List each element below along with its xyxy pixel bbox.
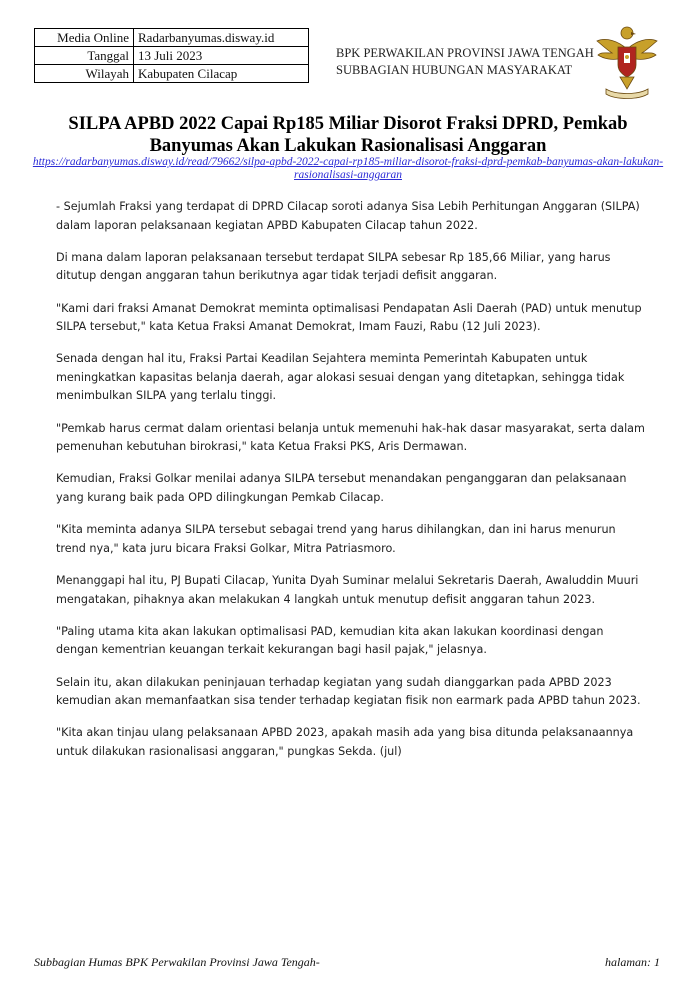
- article-paragraph: "Kita meminta adanya SILPA tersebut sebagai trend yang harus dihilangkan, dan ini harus menurun trend nya," kata juru bicara Fraksi Golkar, Mitra Patriasmoro.: [56, 523, 616, 555]
- footer-department: Subbagian Humas BPK Perwakilan Provinsi Jawa Tengah-: [34, 955, 320, 969]
- article-title: SILPA APBD 2022 Capai Rp185 Miliar Disorot Fraksi DPRD, Pemkab Banyumas Akan Lakukan Rasionalisasi Anggaran: [68, 114, 628, 156]
- article-paragraph: Di mana dalam laporan pelaksanaan tersebut terdapat SILPA sebesar Rp 185,66 Miliar, yang harus ditutup dengan anggaran tahun berikutnya agar tidak terjadi defisit anggaran.: [56, 250, 611, 283]
- media-info-label: Media Online: [35, 29, 134, 47]
- article-paragraph: Menanggapi hal itu, PJ Bupati Cilacap, Yunita Dyah Suminar melalui Sekretaris Daerah, Awaluddin Muuri mengatakan, pihaknya akan melakukan 4 langkah untuk menutup defisit anggaran tahun 2023.: [56, 574, 639, 606]
- media-info-value: Kabupaten Cilacap: [134, 65, 309, 83]
- garuda-emblem-icon: [594, 19, 660, 101]
- media-info-row: [35, 29, 309, 47]
- media-info-table: [34, 28, 309, 83]
- agency-line-1: BPK PERWAKILAN PROVINSI JAWA TENGAH: [336, 46, 594, 60]
- media-info-row: [35, 65, 309, 83]
- article-paragraph: "Paling utama kita akan lakukan optimalisasi PAD, kemudian kita akan lakukan koordinasi dengan dengan kementrian keuangan terkait kekurangan bagi hasil pajak," jelasnya.: [56, 624, 604, 657]
- article-paragraph: "Kita akan tinjau ulang pelaksanaan APBD 2023, apakah masih ada yang bisa ditunda pelaksanaannya untuk dilakukan rasionalisasi anggaran," pungkas Sekda. (jul): [56, 726, 634, 758]
- media-info-row: [35, 47, 309, 65]
- article-paragraph: Senada dengan hal itu, Fraksi Partai Keadilan Sejahtera meminta Pemerintah Kabupaten untuk meningkatkan kapasitas belanja daerah, agar alokasi sesuai dengan yang ditetapkan, sehingga tidak menimbulkan SILPA yang terlalu tinggi.: [56, 352, 625, 403]
- agency-heading: [336, 45, 596, 79]
- media-info-label: Tanggal: [35, 47, 134, 65]
- article-body: [56, 198, 646, 775]
- article-paragraph: "Pemkab harus cermat dalam orientasi belanja untuk memenuhi hak-hak dasar masyarakat, serta dalam pemenuhan kebutuhan birokrasi," kata Ketua Fraksi PKS, Aris Dermawan.: [56, 421, 645, 454]
- article-source-link[interactable]: https://radarbanyumas.disway.id/read/79662/silpa-apbd-2022-capai-rp185-miliar-disorot-fraksi-dprd-pemkab-banyumas-akan-lakukan-rasionalisasi-anggaran: [32, 156, 664, 181]
- article-paragraph: - Sejumlah Fraksi yang terdapat di DPRD Cilacap soroti adanya Sisa Lebih Perhitungan Anggaran (SILPA) dalam laporan pelaksanaan kegiatan APBD Kabupaten Cilacap tahun 2022.: [56, 200, 640, 232]
- media-info-label: Wilayah: [35, 65, 134, 83]
- media-info-value: Radarbanyumas.disway.id: [134, 29, 309, 47]
- article-paragraph: Kemudian, Fraksi Golkar menilai adanya SILPA tersebut menandakan penganggaran dan pelaksanaan yang kurang baik pada OPD dilingkungan Pemkab Cilacap.: [56, 472, 627, 504]
- agency-line-2: SUBBAGIAN HUBUNGAN MASYARAKAT: [336, 63, 573, 77]
- footer-page-number: halaman: 1: [605, 955, 660, 969]
- article-paragraph: "Kami dari fraksi Amanat Demokrat meminta optimalisasi Pendapatan Asli Daerah (PAD) untuk menutup SILPA tersebut," kata Ketua Fraksi Amanat Demokrat, Imam Fauzi, Rabu (12 Juli 2023).: [56, 301, 642, 334]
- media-info-value: 13 Juli 2023: [134, 47, 309, 65]
- article-paragraph: Selain itu, akan dilakukan peninjauan terhadap kegiatan yang sudah dianggarkan pada APBD 2023 kemudian akan memanfaatkan sisa tender terhadap kegiatan fisik non earmark pada APBD tahun 2023.: [56, 675, 641, 708]
